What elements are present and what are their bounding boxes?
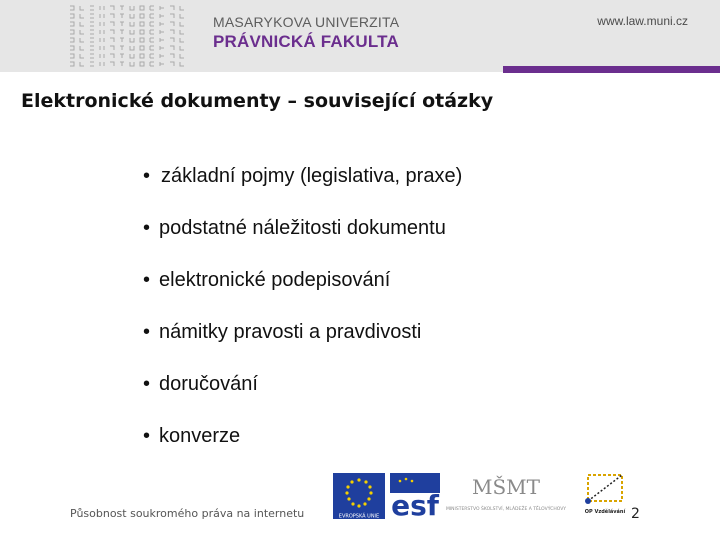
bullet-text: elektronické podepisování xyxy=(159,268,391,291)
bullet-item xyxy=(143,202,462,254)
bullet-dot: • xyxy=(143,424,151,447)
accent-bar xyxy=(503,66,720,73)
bullet-dot: • xyxy=(143,164,151,187)
bullet-dot: • xyxy=(143,268,151,291)
eu-flag-logo xyxy=(333,473,385,519)
bullet-dot: • xyxy=(143,372,151,395)
bullet-item xyxy=(143,150,462,202)
msmt-logo xyxy=(445,470,567,522)
bullet-list xyxy=(143,150,462,462)
bullet-text: konverze xyxy=(159,424,241,447)
bullet-text: námitky pravosti a pravdivosti xyxy=(159,320,422,343)
footer-course-name: Působnost soukromého práva na internetu xyxy=(70,507,305,520)
bullet-text: základní pojmy (legislativa, praxe) xyxy=(161,164,463,187)
faculty-name: PRÁVNICKÁ FAKULTA xyxy=(213,32,399,51)
bullet-text: podstatné náležitosti dokumentu xyxy=(159,216,446,239)
bullet-dot: • xyxy=(143,320,151,343)
bullet-item xyxy=(143,410,462,462)
esf-logo xyxy=(390,473,440,522)
op-vzdelavani-logo xyxy=(574,467,636,521)
esf-logo-text: esf xyxy=(391,489,439,522)
bullet-dot: • xyxy=(143,216,151,239)
bullet-item xyxy=(143,254,462,306)
university-pattern-logo xyxy=(68,2,186,68)
website-link[interactable]: www.law.muni.cz xyxy=(597,14,688,28)
eu-logo-text: EVROPSKÁ UNIE xyxy=(338,513,380,520)
university-name: MASARYKOVA UNIVERZITA xyxy=(213,14,400,30)
bullet-text: doručování xyxy=(159,372,258,395)
header-band xyxy=(0,0,720,72)
page-number: 2 xyxy=(631,506,640,522)
bullet-item xyxy=(143,358,462,410)
slide-title: Elektronické dokumenty – související otázky xyxy=(21,90,494,112)
op-logo-text: OP Vzdělávání xyxy=(584,509,626,515)
msmt-logo-text: MŠMT xyxy=(472,475,540,499)
msmt-caption: MINISTERSTVO ŠKOLSTVÍ, MLÁDEŽE A TĚLOVÝCHOVY xyxy=(445,507,567,512)
bullet-item xyxy=(143,306,462,358)
